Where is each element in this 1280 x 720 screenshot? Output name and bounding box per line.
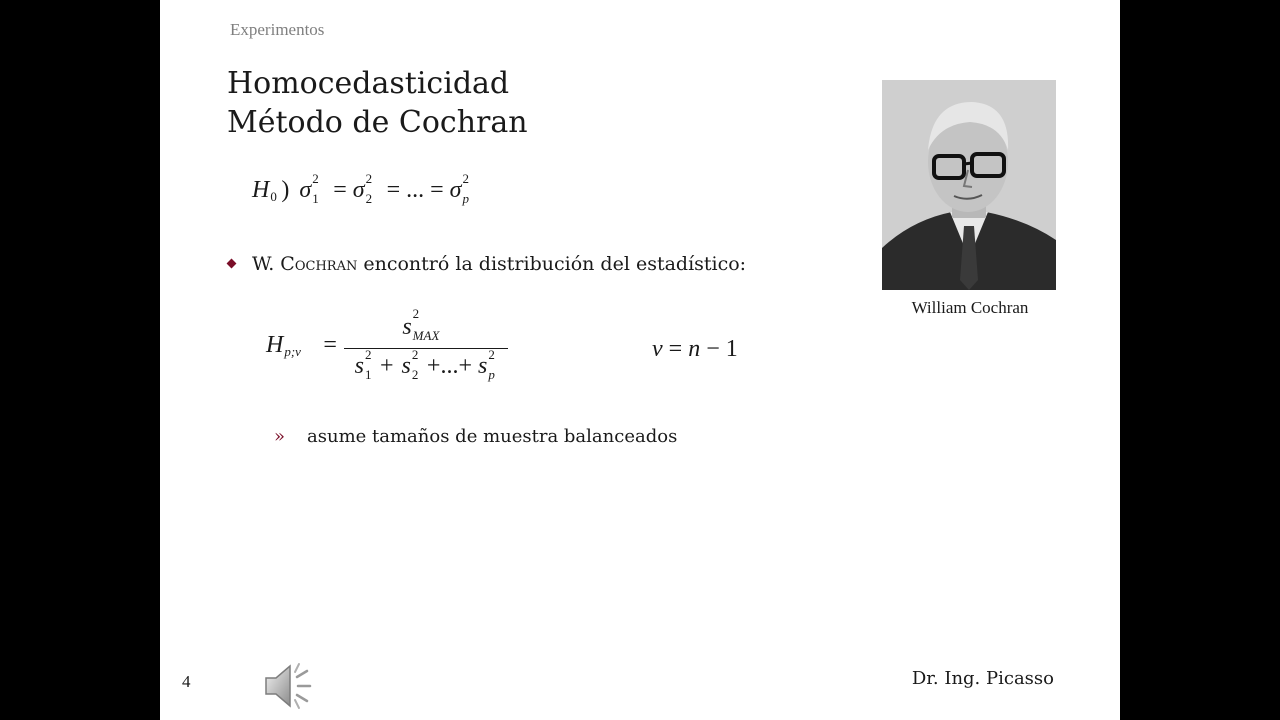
- title-line-2: Método de Cochran: [227, 105, 528, 140]
- slide: [160, 0, 1120, 720]
- title-line-1: Homocedasticidad: [227, 66, 510, 101]
- diamond-bullet-icon: [227, 259, 237, 269]
- statistic-lhs: H p;ν =: [266, 332, 337, 359]
- sigma-p-sub: p: [462, 191, 470, 206]
- photo-caption: William Cochran: [911, 298, 1029, 317]
- portrait-photo: [882, 80, 1056, 290]
- degrees-of-freedom: ν = n − 1: [652, 336, 738, 362]
- sub-bullet-balanced: » asume tamaños de muestra balanceados: [274, 426, 678, 447]
- sigma-p: σ: [449, 177, 462, 203]
- sigma-1-exp: 2: [312, 171, 319, 186]
- speaker-icon[interactable]: [262, 660, 318, 712]
- section-label: Experimentos: [230, 20, 325, 39]
- cochran-name: Cochran: [280, 253, 358, 275]
- guillemet-bullet-icon: »: [274, 426, 286, 447]
- hypothesis-ellipsis: ...: [406, 177, 425, 203]
- sigma-p-exp: 2: [462, 171, 470, 186]
- sigma-1-sub: 1: [312, 191, 319, 206]
- h0-paren: ): [281, 177, 290, 203]
- portrait-illustration: [882, 80, 1056, 290]
- h0-symbol: H: [252, 177, 270, 203]
- page-number: 4: [182, 672, 191, 691]
- sigma-2: σ: [352, 177, 365, 203]
- sigma-2-sub: 2: [365, 191, 373, 206]
- sigma-2-exp: 2: [365, 171, 373, 186]
- fraction-denominator: s 2 1 + s 2 2 +...+ s 2 p: [354, 347, 495, 382]
- slide-title: [227, 64, 528, 142]
- footer-author: Dr. Ing. Picasso: [911, 668, 1054, 689]
- fraction-numerator: s 2 MAX: [402, 306, 440, 343]
- h0-sub: 0: [270, 189, 277, 204]
- sigma-1: σ: [299, 177, 312, 203]
- bullet-cochran: W. Cochran encontró la distribución del estadístico:: [228, 253, 746, 275]
- statistic-fraction: [344, 306, 508, 385]
- hypothesis-equation: H 0 ) σ 2 1 = σ 2 2 = ... = σ 2 p: [252, 171, 470, 206]
